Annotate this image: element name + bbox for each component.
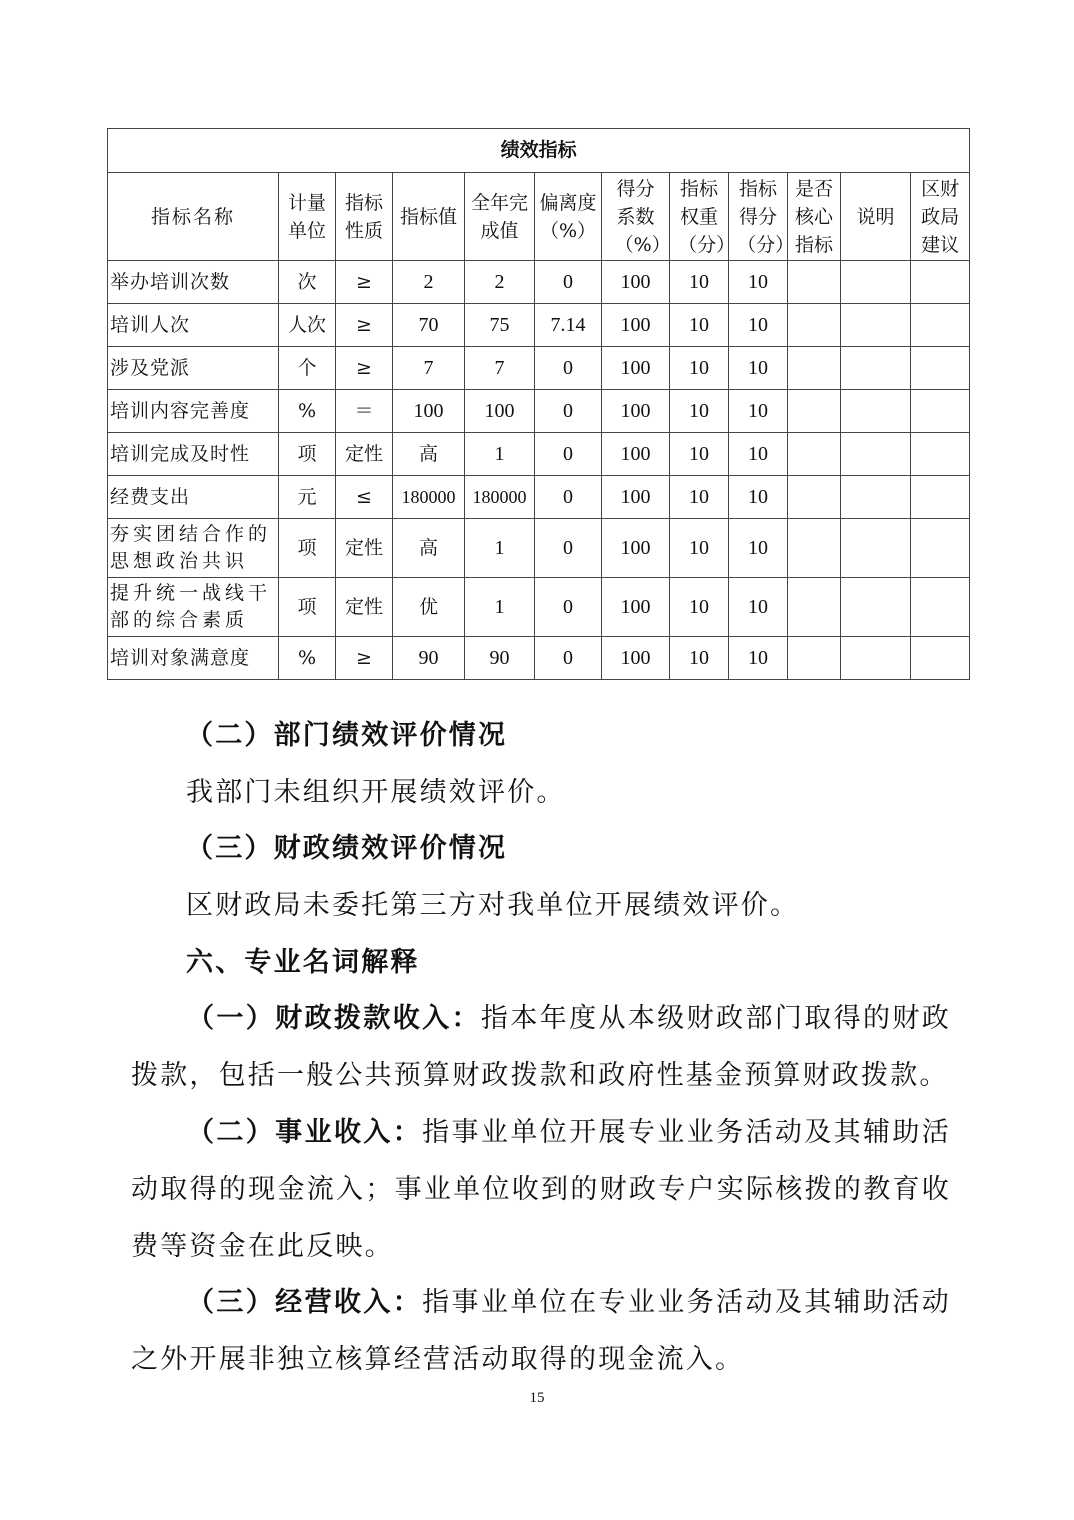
term-business-income bbox=[131, 1104, 951, 1275]
cell-core bbox=[788, 578, 841, 637]
cell-deviation: 0 bbox=[535, 578, 602, 637]
cell-score: 10 bbox=[729, 578, 788, 637]
cell-deviation: 7.14 bbox=[535, 304, 602, 347]
header-nature: 指标性质 bbox=[336, 173, 393, 261]
cell-nature: ≤ bbox=[336, 476, 393, 519]
header-note: 说明 bbox=[841, 173, 911, 261]
cell-name: 培训人次 bbox=[108, 304, 279, 347]
header-coef: 得分系数（%） bbox=[602, 173, 670, 261]
cell-advice bbox=[911, 261, 970, 304]
cell-nature: 定性 bbox=[336, 519, 393, 578]
cell-target: 优 bbox=[393, 578, 465, 637]
cell-nature: 定性 bbox=[336, 578, 393, 637]
cell-score: 10 bbox=[729, 261, 788, 304]
cell-weight: 10 bbox=[670, 519, 729, 578]
cell-actual: 100 bbox=[465, 390, 535, 433]
cell-note bbox=[841, 304, 911, 347]
cell-score: 10 bbox=[729, 476, 788, 519]
cell-unit: 元 bbox=[279, 476, 336, 519]
cell-note bbox=[841, 390, 911, 433]
fin-eval-body: 区财政局未委托第三方对我单位开展绩效评价。 bbox=[186, 890, 800, 921]
cell-unit: 个 bbox=[279, 347, 336, 390]
header-deviation: 偏离度（%） bbox=[535, 173, 602, 261]
table-row bbox=[108, 433, 970, 476]
cell-weight: 10 bbox=[670, 433, 729, 476]
cell-deviation: 0 bbox=[535, 637, 602, 680]
cell-coef: 100 bbox=[602, 476, 670, 519]
cell-name: 提升统一战线干部的综合素质 bbox=[108, 578, 279, 637]
cell-unit: 人次 bbox=[279, 304, 336, 347]
cell-weight: 10 bbox=[670, 390, 729, 433]
cell-advice bbox=[911, 578, 970, 637]
cell-score: 10 bbox=[729, 433, 788, 476]
cell-nature: ＝ bbox=[336, 390, 393, 433]
cell-weight: 10 bbox=[670, 304, 729, 347]
term-operating-income bbox=[131, 1274, 951, 1388]
cell-target: 高 bbox=[393, 519, 465, 578]
cell-note bbox=[841, 433, 911, 476]
cell-actual: 2 bbox=[465, 261, 535, 304]
cell-note bbox=[841, 347, 911, 390]
cell-weight: 10 bbox=[670, 476, 729, 519]
cell-coef: 100 bbox=[602, 578, 670, 637]
term3-body: 指事业单位在专业业务活动及其辅助活动之外开展非独立核算经营活动取得的现金流入。 bbox=[131, 1287, 951, 1375]
cell-coef: 100 bbox=[602, 433, 670, 476]
cell-target: 2 bbox=[393, 261, 465, 304]
cell-deviation: 0 bbox=[535, 476, 602, 519]
table-caption: 绩效指标 bbox=[108, 129, 970, 173]
cell-deviation: 0 bbox=[535, 433, 602, 476]
cell-target: 90 bbox=[393, 637, 465, 680]
header-weight: 指标权重（分） bbox=[670, 173, 729, 261]
cell-target: 100 bbox=[393, 390, 465, 433]
cell-nature: ≥ bbox=[336, 304, 393, 347]
cell-actual: 1 bbox=[465, 433, 535, 476]
cell-note bbox=[841, 578, 911, 637]
table-row bbox=[108, 578, 970, 637]
cell-advice bbox=[911, 347, 970, 390]
cell-target: 180000 bbox=[393, 476, 465, 519]
term3-label: （三）经营收入： bbox=[187, 1287, 423, 1318]
cell-score: 10 bbox=[729, 637, 788, 680]
cell-coef: 100 bbox=[602, 304, 670, 347]
term1-label: （一）财政拨款收入： bbox=[187, 1003, 481, 1034]
cell-unit: % bbox=[279, 390, 336, 433]
cell-weight: 10 bbox=[670, 637, 729, 680]
cell-target: 70 bbox=[393, 304, 465, 347]
cell-actual: 180000 bbox=[465, 476, 535, 519]
cell-unit: 次 bbox=[279, 261, 336, 304]
cell-coef: 100 bbox=[602, 261, 670, 304]
cell-actual: 90 bbox=[465, 637, 535, 680]
cell-deviation: 0 bbox=[535, 519, 602, 578]
table-row bbox=[108, 390, 970, 433]
cell-deviation: 0 bbox=[535, 261, 602, 304]
header-target: 指标值 bbox=[393, 173, 465, 261]
cell-unit: 项 bbox=[279, 433, 336, 476]
cell-name: 涉及党派 bbox=[108, 347, 279, 390]
cell-core bbox=[788, 519, 841, 578]
cell-score: 10 bbox=[729, 347, 788, 390]
term2-label: （二）事业收入： bbox=[187, 1117, 423, 1148]
page-number: 15 bbox=[529, 1390, 545, 1406]
cell-actual: 7 bbox=[465, 347, 535, 390]
cell-note bbox=[841, 519, 911, 578]
header-score: 指标得分（分） bbox=[729, 173, 788, 261]
table-row bbox=[108, 476, 970, 519]
cell-name: 举办培训次数 bbox=[108, 261, 279, 304]
cell-nature: ≥ bbox=[336, 347, 393, 390]
cell-unit: % bbox=[279, 637, 336, 680]
header-core: 是否核心指标 bbox=[788, 173, 841, 261]
table-row bbox=[108, 519, 970, 578]
cell-unit: 项 bbox=[279, 578, 336, 637]
term1-body: 指本年度从本级财政部门取得的财政拨款，包括一般公共预算财政拨款和政府性基金预算财政拨款。 bbox=[131, 1003, 951, 1091]
cell-core bbox=[788, 476, 841, 519]
cell-actual: 75 bbox=[465, 304, 535, 347]
cell-coef: 100 bbox=[602, 390, 670, 433]
cell-score: 10 bbox=[729, 519, 788, 578]
cell-coef: 100 bbox=[602, 519, 670, 578]
glossary-heading: 六、专业名词解释 bbox=[186, 947, 420, 978]
cell-name: 夯实团结合作的思想政治共识 bbox=[108, 519, 279, 578]
cell-deviation: 0 bbox=[535, 390, 602, 433]
header-name: 指标名称 bbox=[108, 173, 279, 261]
term-fiscal-appropriation bbox=[131, 990, 951, 1104]
cell-nature: 定性 bbox=[336, 433, 393, 476]
cell-core bbox=[788, 433, 841, 476]
cell-weight: 10 bbox=[670, 347, 729, 390]
cell-name: 培训对象满意度 bbox=[108, 637, 279, 680]
header-actual: 全年完成值 bbox=[465, 173, 535, 261]
cell-score: 10 bbox=[729, 390, 788, 433]
cell-target: 7 bbox=[393, 347, 465, 390]
table-row bbox=[108, 637, 970, 680]
cell-note bbox=[841, 476, 911, 519]
table-row bbox=[108, 304, 970, 347]
dept-eval-body: 我部门未组织开展绩效评价。 bbox=[186, 777, 566, 808]
fin-eval-heading: （三）财政绩效评价情况 bbox=[186, 833, 508, 864]
cell-core bbox=[788, 261, 841, 304]
cell-core bbox=[788, 390, 841, 433]
cell-unit: 项 bbox=[279, 519, 336, 578]
cell-deviation: 0 bbox=[535, 347, 602, 390]
cell-nature: ≥ bbox=[336, 261, 393, 304]
cell-score: 10 bbox=[729, 304, 788, 347]
cell-actual: 1 bbox=[465, 578, 535, 637]
cell-actual: 1 bbox=[465, 519, 535, 578]
cell-coef: 100 bbox=[602, 347, 670, 390]
cell-note bbox=[841, 261, 911, 304]
cell-name: 经费支出 bbox=[108, 476, 279, 519]
table-row bbox=[108, 347, 970, 390]
header-advice: 区财政局建议 bbox=[911, 173, 970, 261]
header-unit: 计量单位 bbox=[279, 173, 336, 261]
table-header-row bbox=[108, 173, 970, 261]
cell-core bbox=[788, 347, 841, 390]
cell-name: 培训内容完善度 bbox=[108, 390, 279, 433]
cell-coef: 100 bbox=[602, 637, 670, 680]
cell-note bbox=[841, 637, 911, 680]
dept-eval-heading: （二）部门绩效评价情况 bbox=[186, 720, 508, 751]
table-row bbox=[108, 261, 970, 304]
performance-indicator-table bbox=[107, 128, 970, 680]
cell-core bbox=[788, 637, 841, 680]
cell-target: 高 bbox=[393, 433, 465, 476]
cell-name: 培训完成及时性 bbox=[108, 433, 279, 476]
cell-advice bbox=[911, 390, 970, 433]
cell-core bbox=[788, 304, 841, 347]
cell-advice bbox=[911, 476, 970, 519]
cell-weight: 10 bbox=[670, 261, 729, 304]
cell-advice bbox=[911, 304, 970, 347]
cell-advice bbox=[911, 433, 970, 476]
term2-body: 指事业单位开展专业业务活动及其辅助活动取得的现金流入；事业单位收到的财政专户实际核拨的教育收费等资金在此反映。 bbox=[131, 1117, 951, 1262]
cell-advice bbox=[911, 519, 970, 578]
cell-weight: 10 bbox=[670, 578, 729, 637]
cell-nature: ≥ bbox=[336, 637, 393, 680]
cell-advice bbox=[911, 637, 970, 680]
